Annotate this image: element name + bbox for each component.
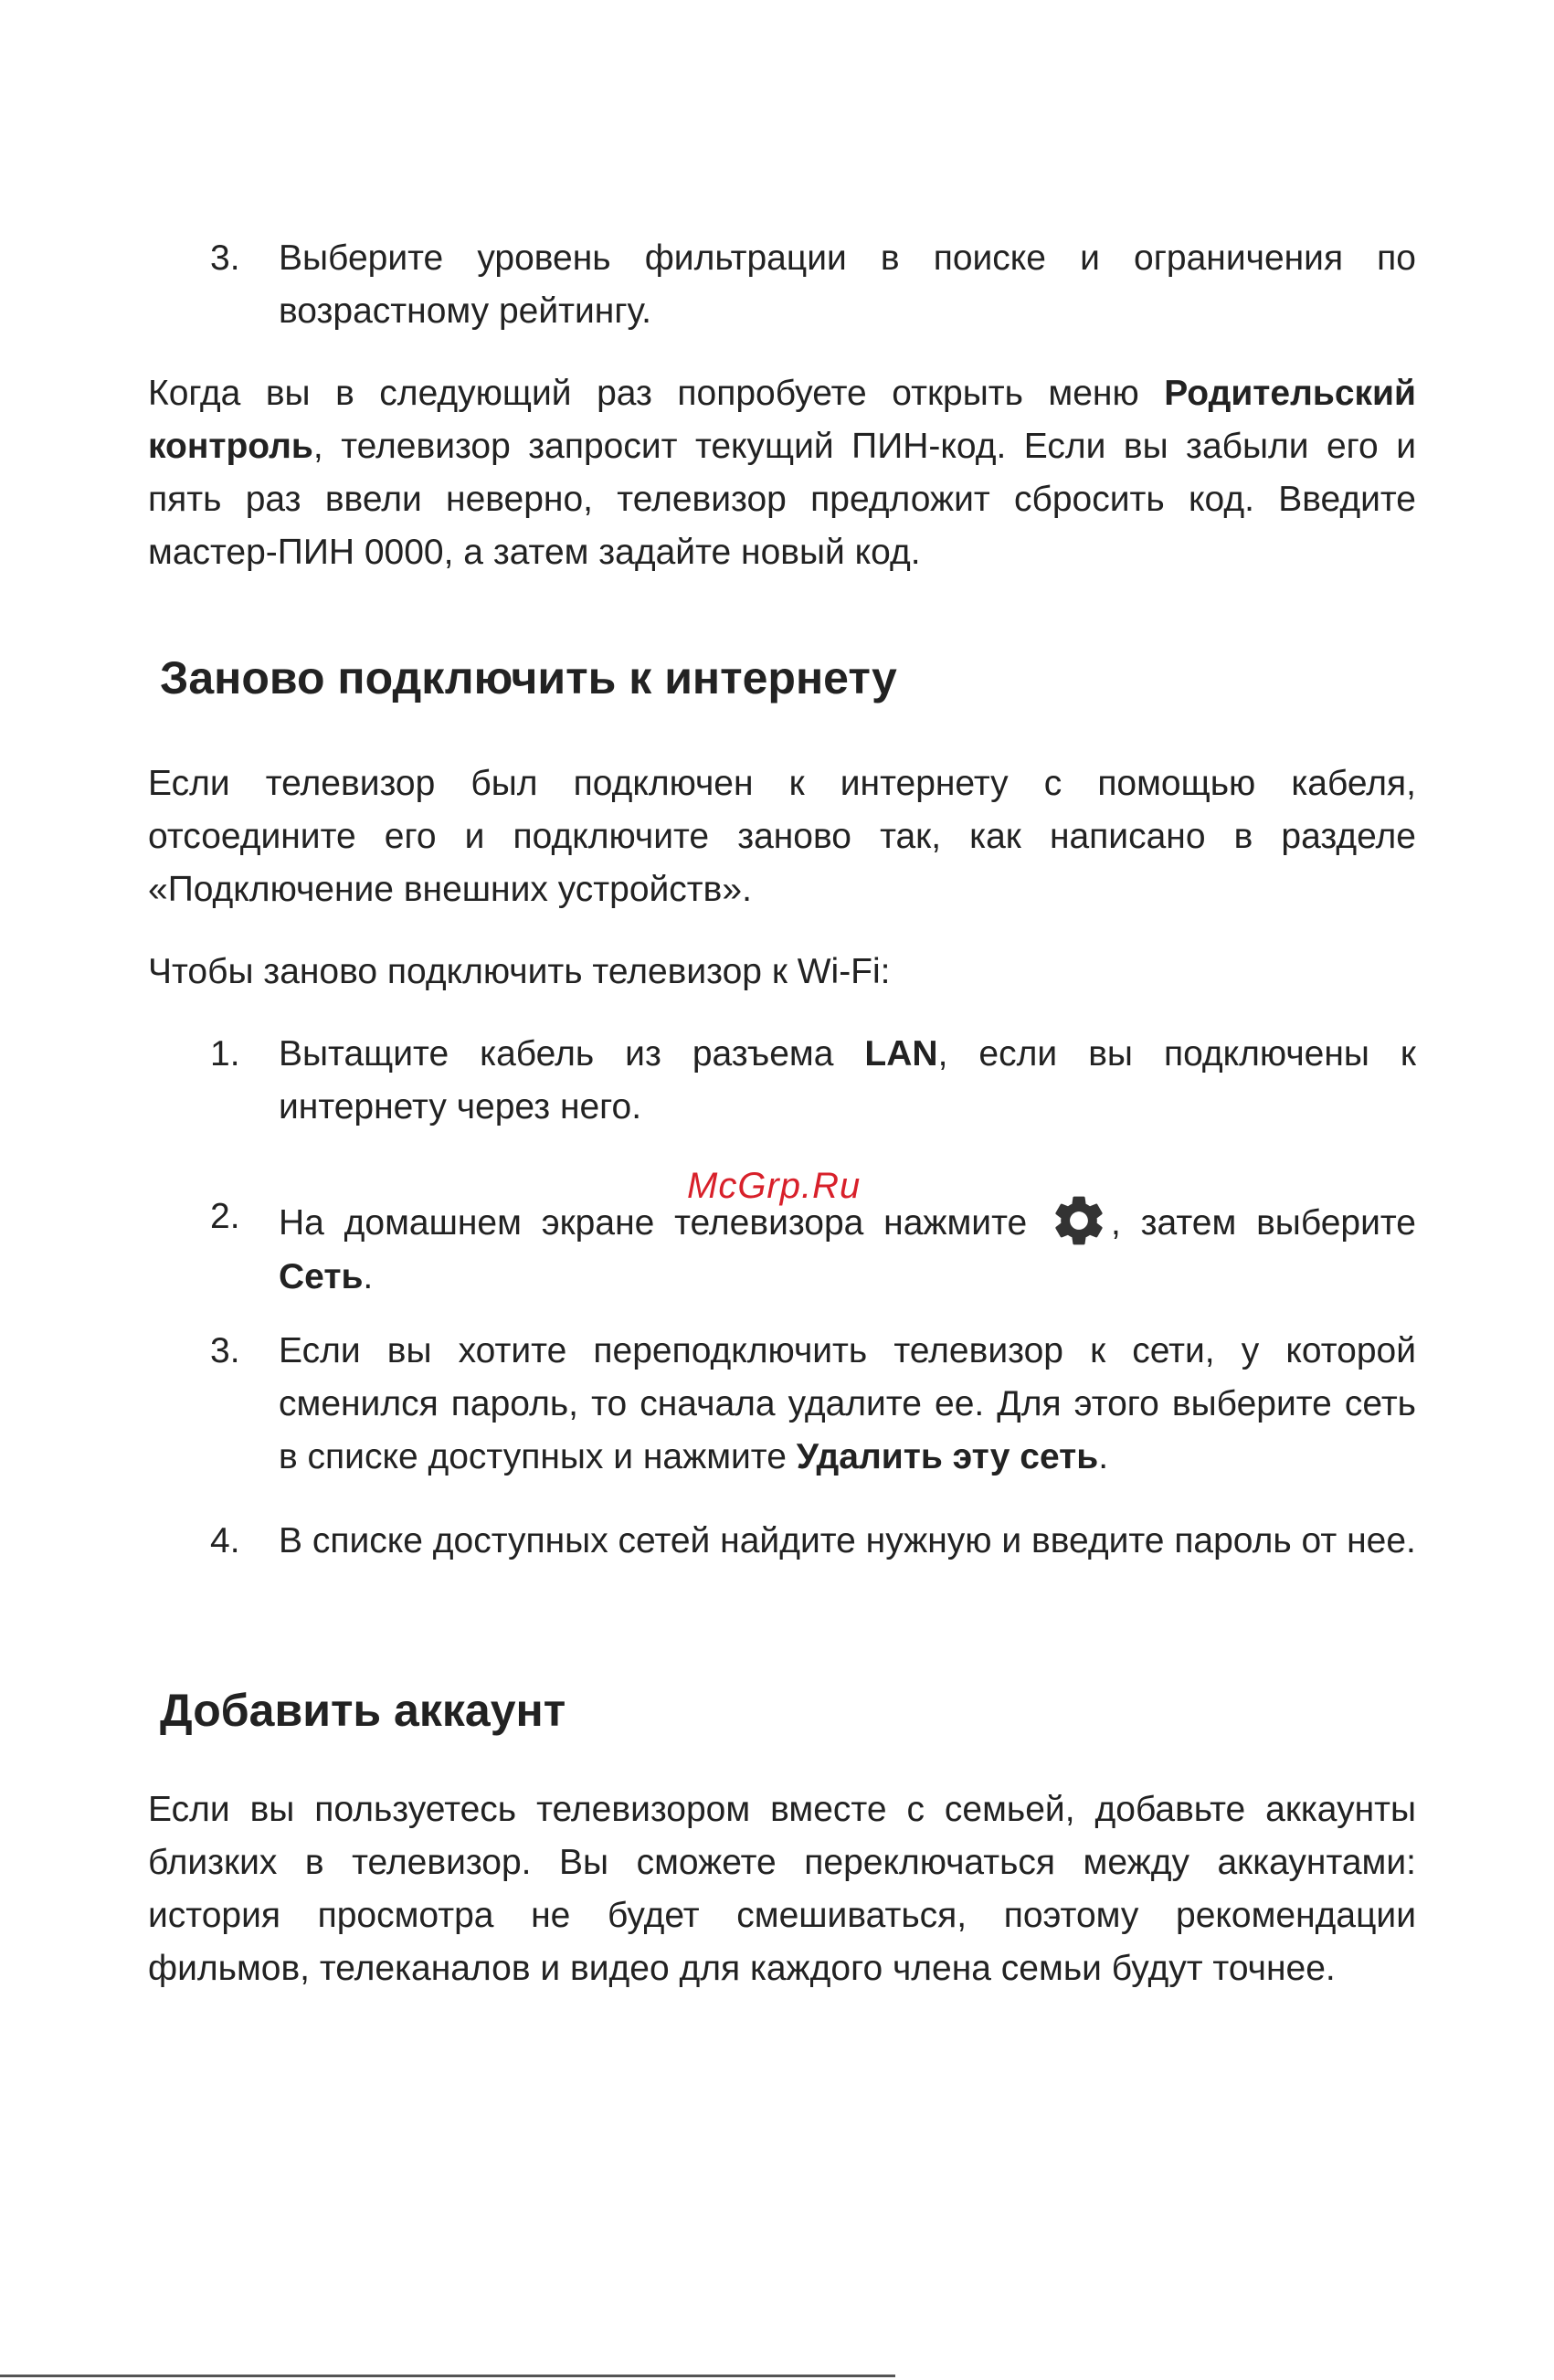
paragraph-wifi-intro: Чтобы заново подключить телевизор к Wi-Fi: bbox=[148, 952, 891, 991]
list-item-remove-cable: Вытащите кабель из разъема LAN, если вы подключены к интернету через него. bbox=[279, 1034, 1416, 1127]
section-heading-add-account: Добавить аккаунт bbox=[160, 1685, 566, 1736]
list-number: 1. bbox=[210, 1034, 240, 1074]
list-number: 4. bbox=[210, 1521, 240, 1560]
list-item-open-network: На домашнем экране телевизора нажмите , затем выберите Сеть. bbox=[279, 1190, 1416, 1304]
network-menu-name: Сеть bbox=[279, 1257, 364, 1296]
parental-control-menu-name: Родительский контроль bbox=[148, 374, 1416, 466]
list-item-forget-network: Если вы хотите переподключить телевизор к сети, у которой сменился пароль, то сначала удалите ее. Для этого выберите сеть в списке доступных и нажмите Удалить эту сеть. bbox=[279, 1331, 1416, 1476]
section-heading-reconnect: Заново подключить к интернету bbox=[160, 652, 897, 703]
lan-port-name: LAN bbox=[864, 1034, 938, 1074]
watermark: McGrp.Ru bbox=[687, 1166, 862, 1206]
bottom-divider bbox=[0, 2375, 895, 2377]
list-number: 3. bbox=[210, 238, 240, 278]
paragraph-add-account: Если вы пользуетесь телевизором вместе с семьей, добавьте аккаунты близких в телевизор. Вы сможете переключаться между аккаунтами: история просмотра не будет смешиваться, поэтому рекомендации фильмов, телеканалов и видео для каждого члена семьи будут точнее. bbox=[148, 1790, 1416, 1988]
paragraph-parental-control: Когда вы в следующий раз попробуете открыть меню Родительский контроль, телевизор запросит текущий ПИН-код. Если вы забыли его и пять раз ввели неверно, телевизор предложит сбросить код. Введите мастер-ПИН 0000, а затем задайте новый код. bbox=[148, 374, 1416, 572]
list-number: 2. bbox=[210, 1197, 240, 1236]
list-item-filter-level: Выберите уровень фильтрации в поиске и ограничения по возрастному рейтингу. bbox=[279, 238, 1416, 331]
gear-icon bbox=[1049, 1190, 1109, 1251]
forget-network-option: Удалить эту сеть bbox=[796, 1437, 1099, 1476]
paragraph-cable: Если телевизор был подключен к интернету с помощью кабеля, отсоедините его и подключите заново так, как написано в разделе «Подключение внешних устройств». bbox=[148, 764, 1416, 909]
list-item-enter-password: В списке доступных сетей найдите нужную и введите пароль от нее. bbox=[279, 1521, 1416, 1560]
list-number: 3. bbox=[210, 1331, 240, 1370]
